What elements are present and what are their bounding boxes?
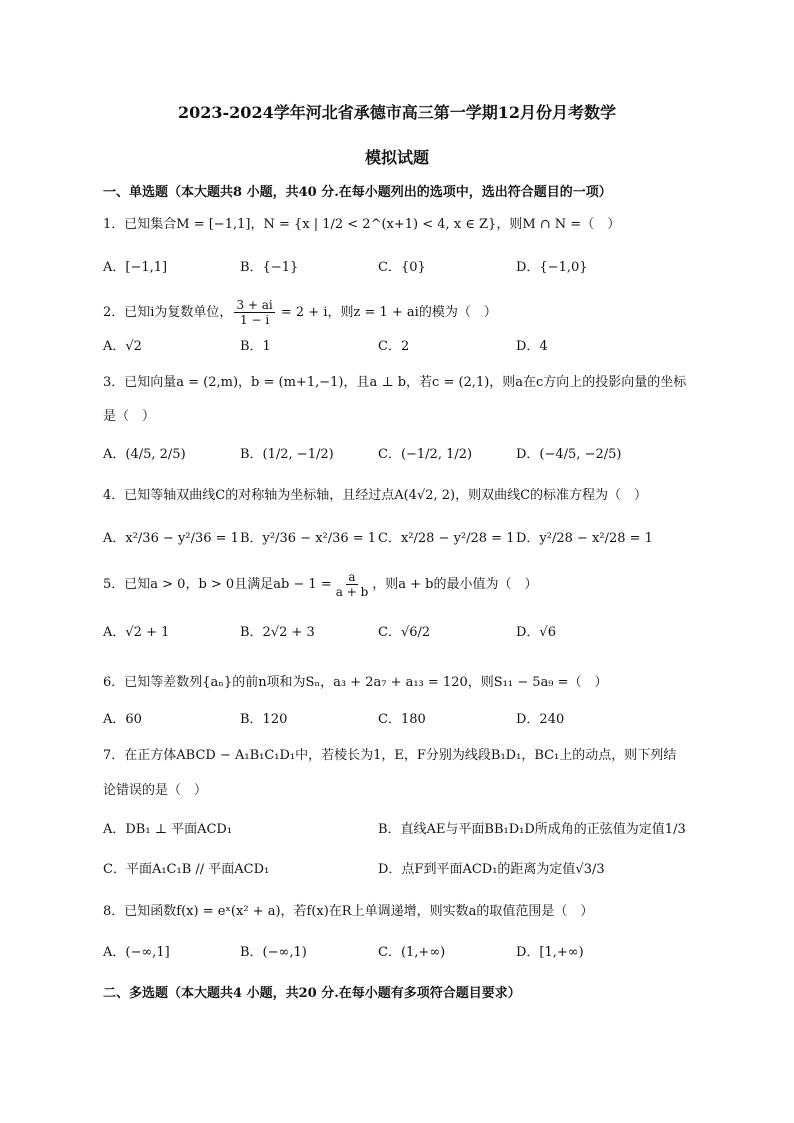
question-5-stem-part-a: 5．已知a > 0，b > 0且满足ab − 1 =	[103, 577, 332, 592]
question-5-fraction	[334, 570, 371, 599]
question-5-option-d: D．√6	[516, 625, 556, 640]
fraction-numerator: a	[348, 570, 356, 584]
question-1-option-d: D．{−1,0}	[516, 260, 588, 275]
question-2-option-a: A．√2	[103, 339, 142, 354]
question-3-stem-line-1: 3．已知向量a = (2,m)，b = (m+1,−1)，且a ⊥ b，若c = (2,1)，则a在c方向上的投影向量的坐标	[103, 375, 687, 390]
question-1-option-b: B．{−1}	[240, 260, 299, 275]
question-6-option-a: A．60	[103, 712, 142, 727]
question-4-option-d: D．y²/28 − x²/28 = 1	[516, 531, 653, 546]
question-3-stem-line-2: 是（ ）	[103, 409, 156, 424]
question-1-option-c: C．{0}	[378, 260, 426, 275]
question-7-option-a: A．DB₁ ⊥ 平面ACD₁	[103, 822, 233, 837]
fraction-denominator: a + b	[335, 585, 369, 599]
question-6-option-c: C．180	[378, 712, 426, 727]
question-4-option-b: B．y²/36 − x²/36 = 1	[240, 531, 377, 546]
question-2-option-d: D．4	[516, 339, 548, 354]
fraction-numerator: 3 + ai	[236, 298, 273, 312]
question-8-option-a: A．(−∞,1]	[103, 945, 170, 960]
question-2-stem-part-a: 2．已知i为复数单位，	[103, 305, 233, 320]
question-3-option-a: A．(4/5, 2/5)	[103, 447, 186, 462]
exam-subtitle: 模拟试题	[364, 148, 429, 167]
question-5-option-c: C．√6/2	[378, 625, 431, 640]
question-5-stem-part-b: ，则a + b的最小值为（ ）	[372, 577, 538, 592]
question-8-option-b: B．(−∞,1)	[240, 945, 307, 960]
section-heading-multiple-choice: 二、多选题（本大题共4 小题，共20 分.在每小题有多项符合题目要求）	[103, 986, 521, 1001]
question-5-option-b: B．2√2 + 3	[240, 625, 315, 640]
question-7-option-b: B．直线AE与平面BB₁D₁D所成角的正弦值为定值1/3	[378, 822, 686, 837]
question-7-option-d: D．点F到平面ACD₁的距离为定值√3/3	[378, 862, 605, 877]
question-7-option-c: C．平面A₁C₁B // 平面ACD₁	[103, 862, 270, 877]
question-5-stem	[103, 570, 703, 599]
question-6-stem: 6．已知等差数列{aₙ}的前n项和为Sₙ，a₃ + 2a₇ + a₁₃ = 120，则S₁₁ − 5a₉ =（ ）	[103, 675, 608, 690]
question-2-option-b: B．1	[240, 339, 271, 354]
question-7-stem-line-2: 论错误的是（ ）	[103, 783, 208, 798]
question-3-option-d: D．(−4/5, −2/5)	[516, 447, 622, 462]
question-8-option-c: C．(1,+∞)	[378, 945, 446, 960]
question-4-stem: 4．已知等轴双曲线C的对称轴为坐标轴，且经过点A(4√2, 2)，则双曲线C的标准方程为（ ）	[103, 488, 648, 503]
question-6-option-b: B．120	[240, 712, 288, 727]
question-3-option-c: C．(−1/2, 1/2)	[378, 447, 473, 462]
question-4-option-c: C．x²/28 − y²/28 = 1	[378, 531, 515, 546]
question-7-stem-line-1: 7．在正方体ABCD − A₁B₁C₁D₁中，若棱长为1，E，F分别为线段B₁D₁，BC₁上的动点，则下列结	[103, 748, 677, 763]
question-1-stem: 1．已知集合M = [−1,1]，N = {x | 1/2 < 2^(x+1) < 4, x ∈ Z}，则M ∩ N =（ ）	[103, 217, 621, 232]
exam-title: 2023-2024学年河北省承德市高三第一学期12月份月考数学	[178, 103, 616, 122]
section-heading-single-choice: 一、单选题（本大题共8 小题，共40 分.在每小题列出的选项中，选出符合题目的一项）	[103, 185, 612, 200]
question-1-option-a: A．[−1,1]	[103, 260, 168, 275]
question-2-fraction	[234, 298, 274, 327]
question-6-option-d: D．240	[516, 712, 565, 727]
question-8-stem: 8．已知函数f(x) = eˣ(x² + a)，若f(x)在R上单调递增，则实数a的取值范围是（ ）	[103, 904, 594, 919]
question-2-option-c: C．2	[378, 339, 410, 354]
question-2-stem	[103, 298, 703, 327]
question-3-option-b: B．(1/2, −1/2)	[240, 447, 334, 462]
question-5-option-a: A．√2 + 1	[103, 625, 170, 640]
question-4-option-a: A．x²/36 − y²/36 = 1	[103, 531, 239, 546]
question-2-stem-part-b: = 2 + i，则z = 1 + ai的模为（ ）	[276, 305, 497, 320]
question-8-option-d: D．[1,+∞)	[516, 945, 584, 960]
fraction-denominator: 1 − i	[240, 313, 270, 327]
